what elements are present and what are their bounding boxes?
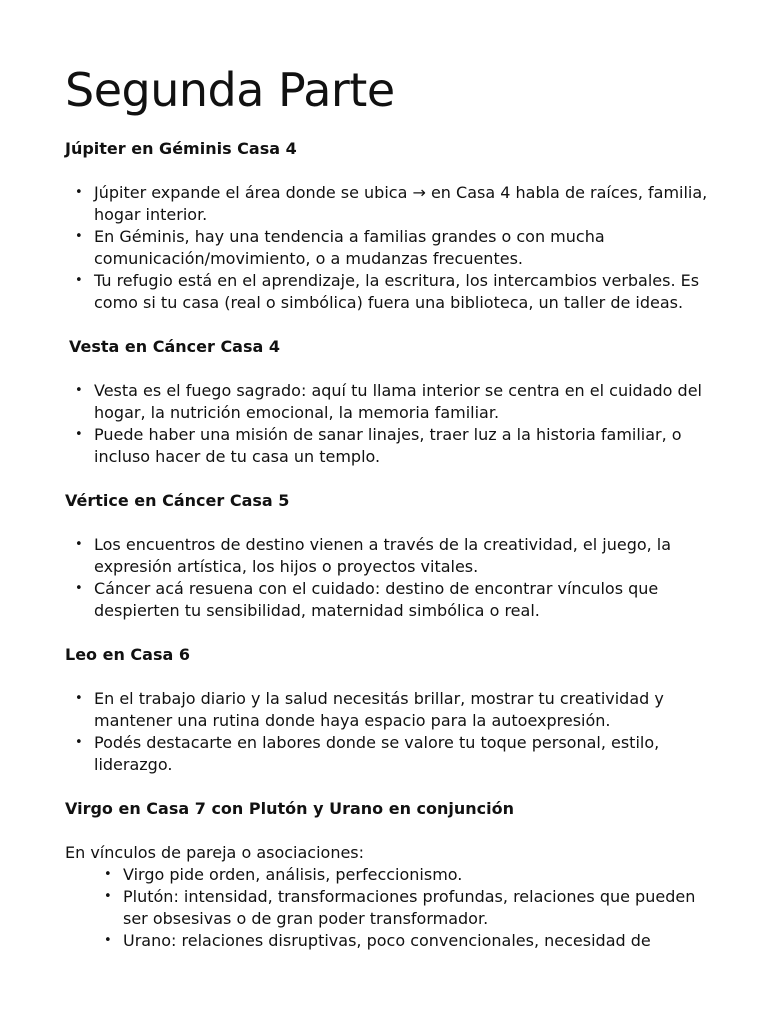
section-vesta — [65, 336, 715, 468]
list-item: • Plutón: intensidad, transformaciones profundas, relaciones que pueden ser obsesivas o de gran poder transformador. — [65, 886, 715, 930]
list-item: • Cáncer acá resuena con el cuidado: destino de encontrar vínculos que despierten tu sensibilidad, maternidad simbólica o real. — [65, 578, 715, 622]
page-title: Segunda Parte — [65, 63, 395, 117]
section-heading: Virgo en Casa 7 con Plutón y Urano en conjunción — [65, 799, 515, 818]
bullet-list — [65, 864, 715, 952]
section-heading: Leo en Casa 6 — [65, 645, 190, 664]
section-heading: Vértice en Cáncer Casa 5 — [65, 491, 290, 510]
bullet-list — [65, 380, 715, 468]
list-item: • Urano: relaciones disruptivas, poco convencionales, necesidad de — [65, 930, 715, 952]
list-item: • Puede haber una misión de sanar linajes, traer luz a la historia familiar, o incluso hacer de tu casa un templo. — [65, 424, 715, 468]
bullet-list — [65, 688, 715, 776]
section-virgo — [65, 798, 715, 952]
section-heading: Vesta en Cáncer Casa 4 — [69, 337, 280, 356]
list-item: • En Géminis, hay una tendencia a familias grandes o con mucha comunicación/movimiento, o a mudanzas frecuentes. — [65, 226, 715, 270]
section-heading: Júpiter en Géminis Casa 4 — [65, 139, 297, 158]
document-page — [65, 62, 715, 974]
list-item: • Vesta es el fuego sagrado: aquí tu llama interior se centra en el cuidado del hogar, la nutrición emocional, la memoria familiar. — [65, 380, 715, 424]
bullet-list — [65, 182, 715, 314]
section-jupiter — [65, 138, 715, 314]
bullet-list — [65, 534, 715, 622]
section-leo — [65, 644, 715, 776]
list-item: • Tu refugio está en el aprendizaje, la escritura, los intercambios verbales. Es como si tu casa (real o simbólica) fuera una biblioteca, un taller de ideas. — [65, 270, 715, 314]
list-item: • Virgo pide orden, análisis, perfeccionismo. — [65, 864, 715, 886]
list-item: • En el trabajo diario y la salud necesitás brillar, mostrar tu creatividad y mantener una rutina donde haya espacio para la autoexpresión. — [65, 688, 715, 732]
list-item: • Podés destacarte en labores donde se valore tu toque personal, estilo, liderazgo. — [65, 732, 715, 776]
list-item: • Los encuentros de destino vienen a través de la creatividad, el juego, la expresión artística, los hijos o proyectos vitales. — [65, 534, 715, 578]
intro-text: En vínculos de pareja o asociaciones: — [65, 843, 365, 862]
list-item: • Júpiter expande el área donde se ubica → en Casa 4 habla de raíces, familia, hogar interior. — [65, 182, 715, 226]
section-vertice — [65, 490, 715, 622]
